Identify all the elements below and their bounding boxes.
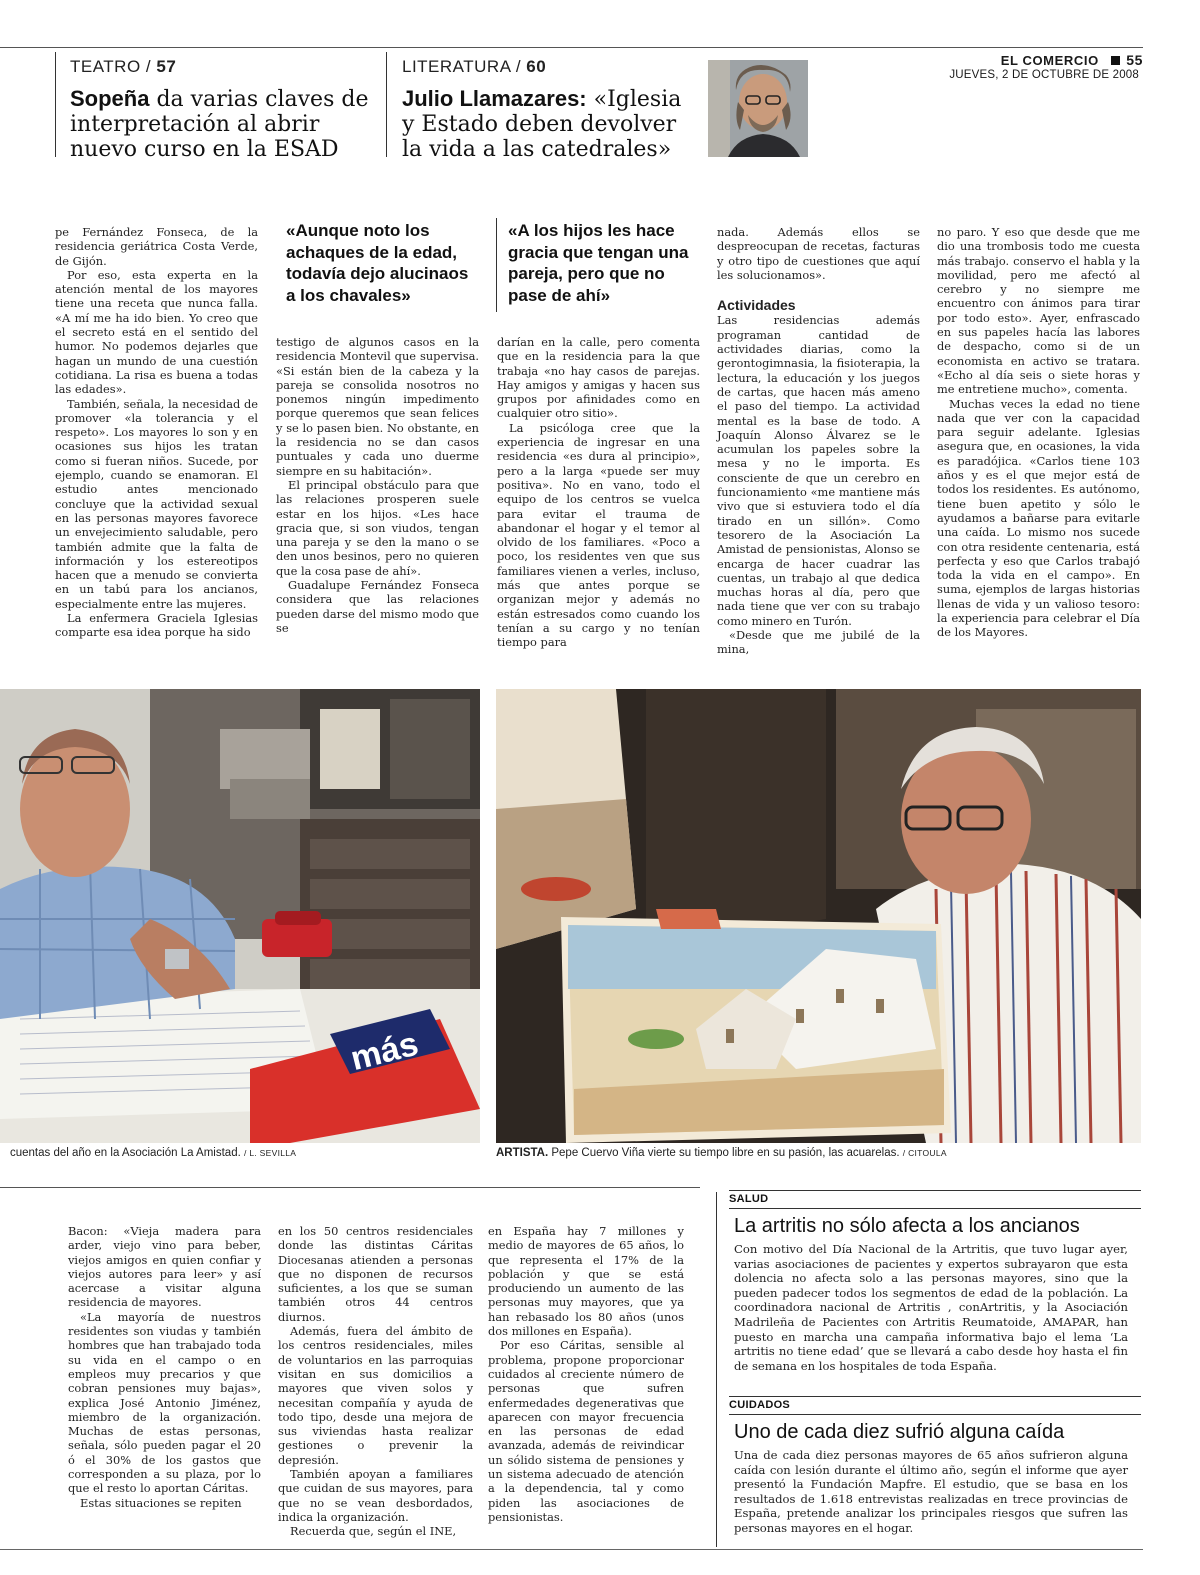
photo-painter [496,689,1141,1143]
issue-date: JUEVES, 2 DE OCTUBRE DE 2008 [949,69,1139,81]
page-number: 55 [1126,52,1143,68]
paragraph: Las residencias además programan cantidad de actividades diarias, como la gerontogimnasia, la fisioterapia, la lectura, la educación y los juegos de cartas, que hacen más ameno el paso del tiempo. La actividad mental es la base de todo. A Joaquín Alonso Álvarez se le acumulan los papeles sobre la mesa y no le importa. Es consciente de que un cerebro en funcionamiento «me mantiene más vivo que si estuviera todo el día tirado en un sillón». Como tesorero de la Asociación La Amistad de pensionistas, Alonso se encarga de hacer cuadrar las cuentas, un trabajo al que dedica muchas horas al día, pero que nada tiene que ver con su trabajo como minero en Turón. [717,313,920,628]
header-rule [0,47,1143,48]
bottom-column-2 [278,1224,473,1539]
page-square-icon [1111,56,1120,65]
newspaper-name: EL COMERCIO [1000,53,1099,68]
box-tag-rule [729,1190,1141,1191]
article-column-2 [276,335,479,635]
teaser-section: TEATRO / 57 [70,57,177,76]
bottom-column-3 [488,1224,684,1524]
paragraph: También, señala, la necesidad de promover «la tolerancia y el respeto». Los mayores lo son y en ocasiones sus hijos les tratan como si fueran niños. Sucede, por ejemplo, cuando se enamoran. El estudio antes mencionado concluye que la actividad sexual en las personas mayores favorece un envejecimiento saludable, pero también admite que la falta de información y los estereotipos hacen que a menudo se convierta en un tabú para los ancianos, especialmente entre las mujeres. [55,396,258,611]
teaser-teatro[interactable] [70,57,370,162]
teaser-headline: Julio Llamazares: «Iglesia y Estado deben devolver la vida a las catedrales» [402,86,682,162]
box-tag-rule [729,1396,1141,1397]
footer-rule [0,1549,1143,1550]
box-text: Con motivo del Día Nacional de la Artritis, que tuvo lugar ayer, varias asociaciones de pacientes y expertos subrayaron que esta dolencia no afecta solo a las personas mayores, sino que la pueden padecer todos los segmentos de edad de la población. La coordinadora nacional de Artritis , conArtritis, y la Asociación Madrileña de Pacientes con Artritis Reumatoide, AMAPAR, han puesto en marcha una campaña informativa bajo el lema ‘La artritis no tiene edad’ que se llevará a cabo desde hoy hasta el fin de semana en los hospitales de toda España. [734,1242,1128,1373]
paragraph: Por eso Cáritas, sensible al problema, propone proporcionar cuidados al creciente número de personas que sufren enfermedades degenerativas que aparecen con mayor frecuencia en las personas de edad avanzada, además de reivindicar un sólido sistema de pensiones y un sistema adecuado de atención a la dependencia, tal y como piden las asociaciones de pensionistas. [488,1338,684,1524]
masthead [940,52,1143,81]
photo-credit: / L. SEVILLA [244,1148,297,1158]
paragraph: en los 50 centros residenciales donde las distintas Cáritas Diocesanas atienden a personas que no disponen de recursos suficientes, a los que se suman también otros 44 centros diurnos. [278,1224,473,1324]
box-title: Uno de cada diez sufrió alguna caída [734,1421,1065,1443]
paragraph: Guadalupe Fernández Fonseca considera que las relaciones pueden darse del mismo modo que se [276,578,479,635]
author-portrait [708,60,808,157]
paragraph: «La mayoría de nuestros residentes son viudas y también hombres que han trabajado toda su vida en el campo o en empleos muy precarios y que cobran pensiones muy bajas», explica José Antonio Jiménez, miembro de la organización. Muchas de estas personas, señala, sólo pueden pagar el 20 ó el 30% de los gastos que corresponden a su plaza, por lo que el resto lo aportan Cáritas. [68,1309,261,1496]
box-tag: SALUD [729,1193,769,1205]
caption-right: ARTISTA. Pepe Cuervo Viña vierte su tiempo libre en su pasión, las acuarelas. / CITOULA [496,1147,947,1159]
paragraph: testigo de algunos casos en la residencia Montevil que supervisa. «Si están bien de la cabeza y la pareja se consolida nosotros no ponemos ningún impedimento porque queremos que sean felices y se lo pasen bien. No obstante, en la residencia no se dan casos puntuales y cada uno duerme siempre en su habitación». [276,335,479,478]
paragraph: La psicóloga cree que la experiencia de ingresar en una residencia «es dura al principio», pero a la larga «puede ser muy positiva». No en vano, todo el equipo de los centros se vuelca para evitar el trauma de abandonar el hogar y el temor al olvido de los familiares. «Poco a poco, los residentes ven que sus familiares vienen a verles, incluso, más que antes porque se organizan mejor y además no están estresados como cuando los tenían a su cargo y no tenían tiempo para [497,420,700,650]
paragraph: Estas situaciones se repiten [80,1495,242,1510]
pull-quote-2: «A los hijos les hace gracia que tengan una pareja, pero que no pase de ahí» [508,221,689,305]
section-subheading: Actividades [717,297,796,314]
box-tag-rule [729,1414,1141,1415]
article-column-5 [937,225,1140,640]
bottom-rule [0,1187,700,1188]
pull-quote-divider [496,218,497,312]
box-text: Una de cada diez personas mayores de 65 años sufrieron alguna caída con lesión durante el último año, según el informe que ayer presentó la Fundación Mapfre. El estudio, que se basa en los resultados de 1.618 entrevistas realizadas en trece provincias de España, pretende analizar los principales riesgos que sufren las personas mayores en el hogar. [734,1448,1128,1535]
article-column-3 [497,335,700,650]
side-box-cuidados [729,1396,1141,1536]
teaser-literatura[interactable] [402,57,692,162]
paragraph: Por eso, esta experta en la atención mental de los mayores tiene una receta que nunca falla. «A mí me ha ido bien. Yo creo que el secreto está en el sentido del humor. No podemos dejarles que hagan un mundo de una cuestión cotidiana. La risa es buena a todas las edades». [55,267,258,397]
paragraph: no paro. Y eso que desde que me dio una trombosis todo me cuesta más trabajo. conservo el habla y la movilidad, pero me afectó al cerebro y no siempre me encuentro con ánimos para tirar por todo esto». Ayer, enfrascado en sus papeles hacía las labores de despacho, como si de un economista en activo se tratara. «Echo al día seis o siete horas y me entretiene mucho», comenta. [937,225,1140,397]
paragraph: pe Fernández Fonseca, de la residencia geriátrica Costa Verde, de Gijón. [55,225,258,268]
article-column-4 [717,225,920,657]
box-title: La artritis no sólo afecta a los ancianos [734,1215,1080,1237]
side-box-salud [729,1190,1141,1373]
paragraph: en España hay 7 millones y medio de mayores de 65 años, lo que representa el 17% de la población y que se está produciendo un aumento de las personas muy mayores, que ya han rebasado los 80 años (unos dos millones en España). [488,1224,684,1339]
paragraph: «Desde que me jubilé de la mina, [717,628,920,657]
paragraph: La enfermera Graciela Iglesias comparte esa idea porque ha sido [55,611,258,640]
photo-credit: / CITOULA [902,1148,947,1158]
teaser-headline: Sopeña da varias claves de interpretación al abrir nuevo curso en la ESAD [70,86,369,162]
paragraph: darían en la calle, pero comenta que en la residencia para la que trabaja «no hay casos de parejas. Hay amigos y amigas y hacen sus grupos por afinidades como en cualquier otro sitio». [497,335,700,421]
box-tag-rule [729,1208,1141,1209]
paragraph: Muchas veces la edad no tiene nada que ver con la capacidad para seguir adelante. Iglesias asegura que, en ocasiones, la vida es paradójica. «Carlos tiene 103 años y es el que mejor está de todos los residentes. Es autónomo, tiene buen apetito y sólo le ayudamos a bañarse para evitarle una caída. Lo mismo nos sucede con otra residente centenaria, está perfecta y eso que Carlos trabajó toda la vida en el campo». En suma, ejemplos de largas historias llenas de vida y un valioso tesoro: la experiencia para celebrar el Día de los Mayores. [937,396,1140,640]
paragraph: Recuerda que, según el INE, [290,1524,457,1539]
bottom-column-1 [68,1224,261,1510]
paragraph: Bacon: «Vieja madera para arder, viejo vino para beber, viejos amigos en quien confiar y viejos autores para leer» y así acercase a visitar alguna residencia de mayores. [68,1224,261,1310]
box-tag: CUIDADOS [729,1399,791,1411]
paragraph: También apoyan a familiares que cuidan de sus mayores, para que no se vean desbordados, indica la organización. [278,1467,473,1524]
article-column-1 [55,225,258,640]
caption-left: cuentas del año en la Asociación La Amistad. / L. SEVILLA [10,1147,297,1159]
paragraph: nada. Además ellos se despreocupan de recetas, facturas y otro tipo de cuestiones que aquí les solucionamos». [717,225,920,282]
teaser-section: LITERATURA / 60 [402,57,547,76]
paragraph: Además, fuera del ámbito de los centros residenciales, miles de voluntarios en las parroquias visitan en sus domicilios a mayores que viven solos y necesitan compañía y ayuda de todo tipo, desde una mejora de sus viviendas hasta realizar gestiones o prevenir la depresión. [278,1324,473,1467]
paragraph: El principal obstáculo para que las relaciones prosperen suele estar en los hijos. «Les hace gracia que, si son viudos, tengan una pareja y se den la mano o se den unos besinos, pero no quieren que la cosa pase de ahí». [276,477,479,578]
side-box-divider [716,1192,717,1547]
pull-quote-1: «Aunque noto los achaques de la edad, todavía dejo alucinaos a los chavales» [286,221,469,305]
photo-treasurer [0,689,480,1143]
teaser-divider-left [55,52,56,157]
teaser-divider-mid [386,52,387,157]
magazine-cover-text: más [346,1024,423,1079]
